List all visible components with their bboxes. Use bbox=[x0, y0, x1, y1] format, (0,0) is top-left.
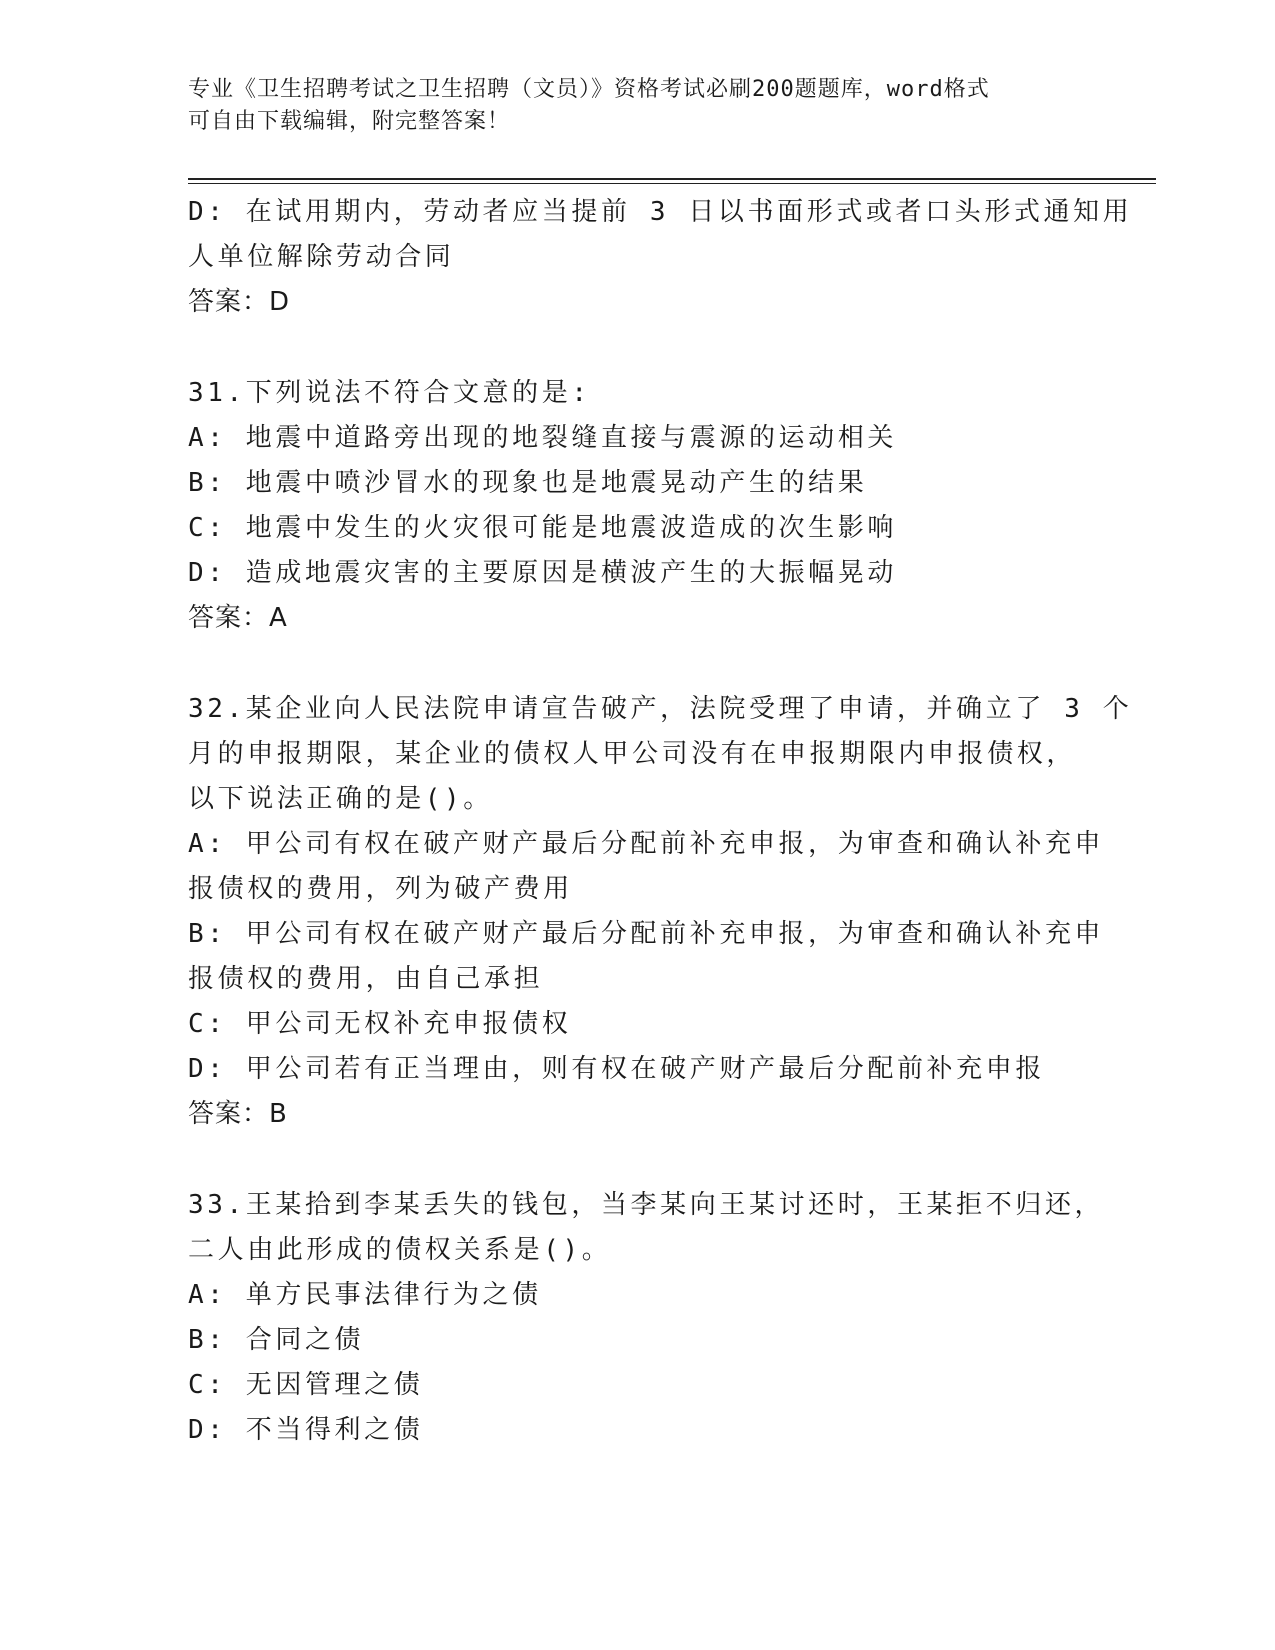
option-b: B: 合同之债 bbox=[188, 1325, 365, 1355]
document-header bbox=[188, 74, 1068, 138]
spacer bbox=[188, 641, 1088, 687]
spacer bbox=[188, 325, 1088, 371]
header-divider-thick bbox=[188, 178, 1156, 180]
spacer bbox=[188, 1137, 1088, 1183]
question-31 bbox=[188, 371, 1088, 641]
option-b-line-1: B: 甲公司有权在破产财产最后分配前补充申报，为审查和确认补充申 bbox=[188, 919, 1105, 949]
option-d-line-1: D: 在试用期内，劳动者应当提前 3 日以书面形式或者口头形式通知用 bbox=[188, 197, 1133, 227]
question-32 bbox=[188, 687, 1133, 1137]
header-line-1: 专业《卫生招聘考试之卫生招聘（文员）》资格考试必刷200题题库，word格式 bbox=[188, 77, 990, 102]
option-b: B: 地震中喷沙冒水的现象也是地震晃动产生的结果 bbox=[188, 468, 868, 498]
option-c: C: 地震中发生的火灾很可能是地震波造成的次生影响 bbox=[188, 513, 897, 543]
question-stem-line-2: 月的申报期限，某企业的债权人甲公司没有在申报期限内申报债权， bbox=[188, 739, 1077, 769]
option-d: D: 造成地震灾害的主要原因是横波产生的大振幅晃动 bbox=[188, 558, 897, 588]
question-stem-line-1: 33.王某拾到李某丢失的钱包，当李某向王某讨还时，王某拒不归还， bbox=[188, 1190, 1105, 1220]
answer-label: 答案：D bbox=[188, 287, 291, 317]
question-stem-line-2: 二人由此形成的债权关系是()。 bbox=[188, 1235, 612, 1265]
question-content bbox=[188, 190, 1133, 1453]
option-d-line-2: 人单位解除劳动合同 bbox=[188, 242, 455, 272]
option-a: A: 地震中道路旁出现的地裂缝直接与震源的运动相关 bbox=[188, 423, 897, 453]
question-33 bbox=[188, 1183, 1105, 1453]
question-stem: 31.下列说法不符合文意的是: bbox=[188, 378, 591, 408]
question-stem-line-3: 以下说法正确的是()。 bbox=[188, 784, 493, 814]
answer-label: 答案：A bbox=[188, 603, 288, 633]
option-a-line-1: A: 甲公司有权在破产财产最后分配前补充申报，为审查和确认补充申 bbox=[188, 829, 1105, 859]
option-d: D: 甲公司若有正当理由，则有权在破产财产最后分配前补充申报 bbox=[188, 1054, 1045, 1084]
option-a: A: 单方民事法律行为之债 bbox=[188, 1280, 542, 1310]
question-stem-line-1: 32.某企业向人民法院申请宣告破产，法院受理了申请，并确立了 3 个 bbox=[188, 694, 1133, 724]
option-c: C: 无因管理之债 bbox=[188, 1370, 424, 1400]
continued-question bbox=[188, 190, 1133, 325]
option-a-line-2: 报债权的费用，列为破产费用 bbox=[188, 874, 573, 904]
header-line-2: 可自由下载编辑，附完整答案！ bbox=[188, 109, 511, 134]
option-d: D: 不当得利之债 bbox=[188, 1415, 424, 1445]
answer-label: 答案：B bbox=[188, 1099, 288, 1129]
option-b-line-2: 报债权的费用，由自己承担 bbox=[188, 964, 544, 994]
option-c: C: 甲公司无权补充申报债权 bbox=[188, 1009, 572, 1039]
header-divider-thin bbox=[188, 183, 1156, 184]
